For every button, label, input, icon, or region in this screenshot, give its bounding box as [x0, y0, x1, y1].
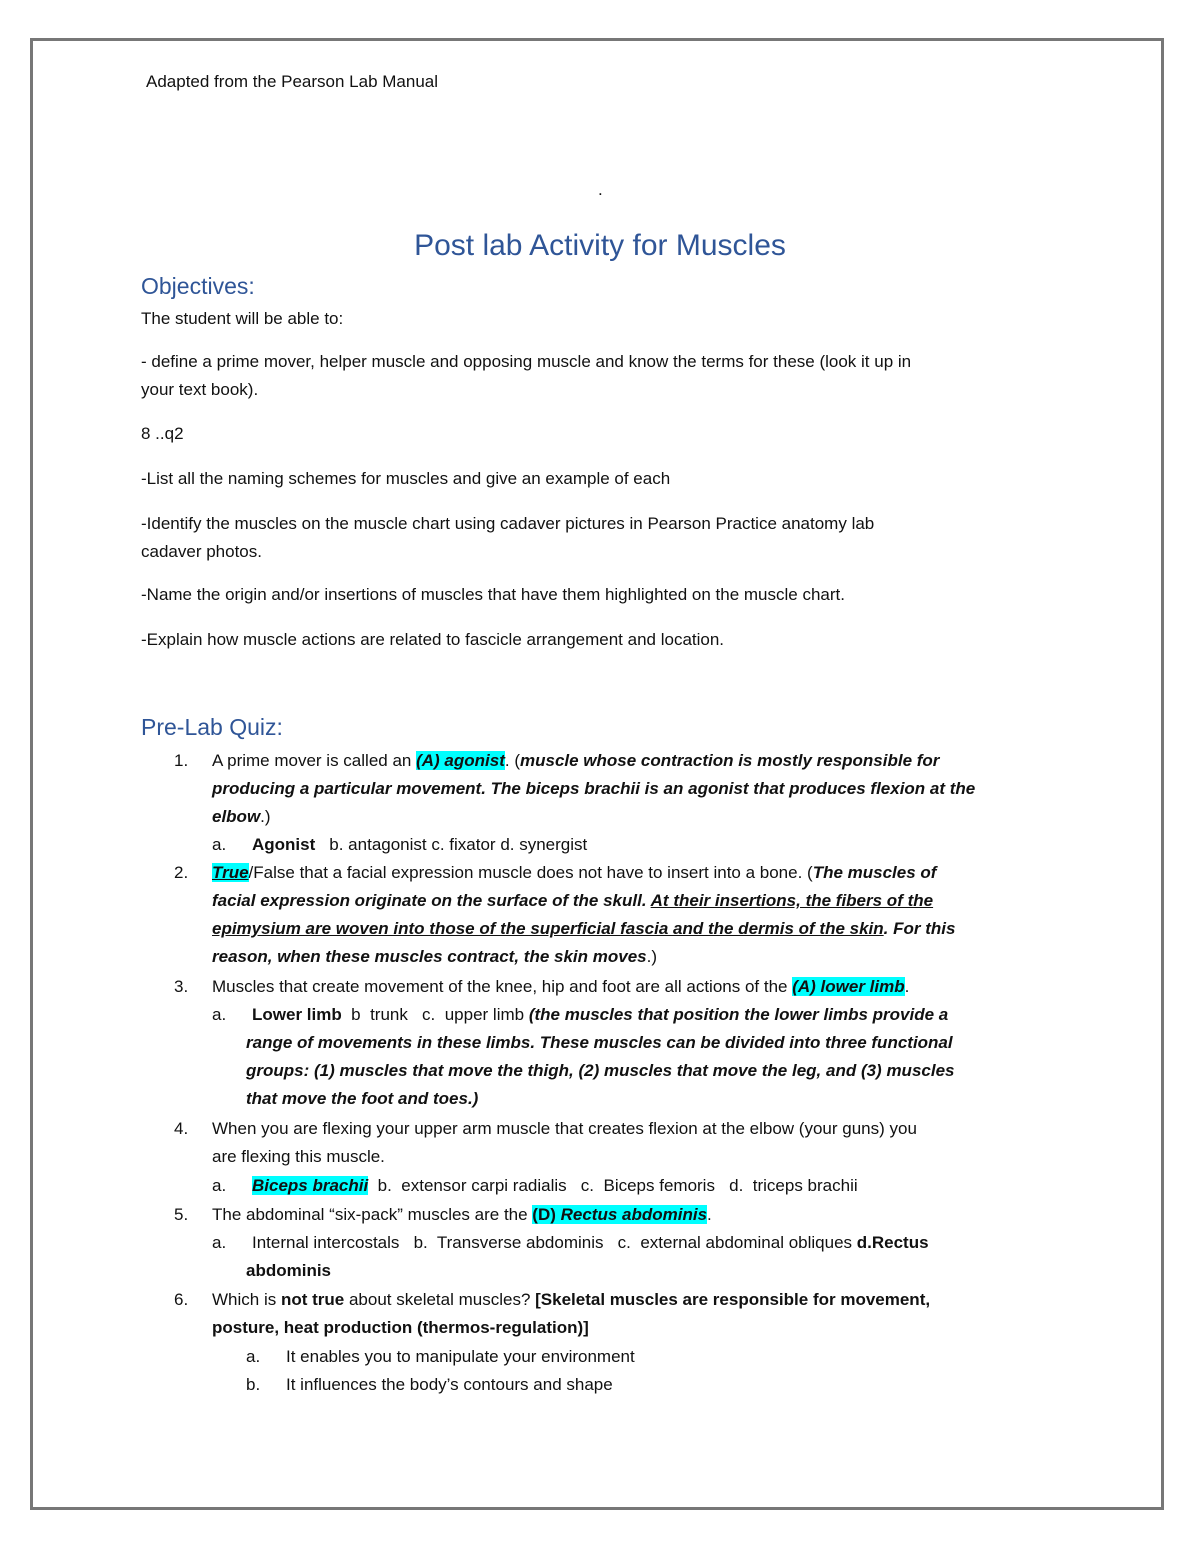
question-2-explanation-2: facial expression originate on the surface of the skull. At their insertions, the fibers of the [212, 891, 934, 910]
objective-4: -Name the origin and/or insertions of muscles that have them highlighted on the muscle chart. [141, 585, 845, 604]
objective-2: -List all the naming schemes for muscles and give an example of each [141, 469, 671, 488]
objective-5: -Explain how muscle actions are related to fascicle arrangement and location. [141, 630, 725, 649]
header-note: Adapted from the Pearson Lab Manual [146, 72, 439, 91]
question-2: 2. True/False that a facial expression muscle does not have to insert into a bone. (The muscles of [174, 863, 937, 882]
objective-3-line1: -Identify the muscles on the muscle chart using cadaver pictures in Pearson Practice anatomy lab [141, 514, 875, 533]
question-1-explanation-3: elbow.) [212, 807, 271, 826]
question-number: 1. [174, 751, 189, 770]
question-3-explanation-2: range of movements in these limbs. These muscles can be divided into three functional [246, 1033, 953, 1052]
objective-1-line2: your text book). [141, 380, 259, 399]
question-6-option-b: b. It influences the body’s contours and shape [246, 1375, 613, 1394]
question-3-explanation-4: that move the foot and toes.) [246, 1089, 479, 1108]
question-2-explanation-3: epimysium are woven into those of the superficial fascia and the dermis of the skin. For this [212, 919, 956, 938]
question-2-explanation-4: reason, when these muscles contract, the skin moves.) [212, 947, 657, 966]
question-3-options: a. Lower limb b trunk c. upper limb (the muscles that position the lower limbs provide a [212, 1005, 949, 1024]
question-4-options: a. Biceps brachii b. extensor carpi radialis c. Biceps femoris d. triceps brachii [212, 1176, 858, 1195]
centered-dot: . [598, 180, 603, 199]
answer-highlight: (A) agonist [416, 751, 505, 770]
question-1-options: a. Agonist b. antagonist c. fixator d. synergist [212, 835, 588, 854]
option-a-correct: Lower limb [252, 1005, 342, 1024]
question-6-line2: posture, heat production (thermos-regulation)] [212, 1318, 589, 1337]
objective-1-line1: - define a prime mover, helper muscle and opposing muscle and know the terms for these (look it up in [141, 352, 912, 371]
question-5: 5. The abdominal “six-pack” muscles are the (D) Rectus abdominis. [174, 1205, 712, 1224]
objectives-heading: Objectives: [141, 273, 255, 299]
objective-3-line2: cadaver photos. [141, 542, 262, 561]
answer-highlight: Rectus abdominis [560, 1205, 708, 1224]
question-3-explanation-3: groups: (1) muscles that move the thigh, (2) muscles that move the leg, and (3) muscles [246, 1061, 955, 1080]
question-5-options: a. Internal intercostals b. Transverse abdominis c. external abdominal obliques d.Rectus [212, 1233, 929, 1252]
option-a-correct: Agonist [252, 835, 316, 854]
question-1-explanation-2: producing a particular movement. The biceps brachii is an agonist that produces flexion at the [212, 779, 976, 798]
answer-highlight: True [212, 863, 249, 882]
question-6-option-a: a. It enables you to manipulate your environment [246, 1347, 635, 1366]
objective-note: 8 ..q2 [141, 424, 184, 443]
question-1: 1. A prime mover is called an (A) agonist. (muscle whose contraction is mostly responsible for [174, 747, 939, 775]
question-3: 3. Muscles that create movement of the knee, hip and foot are all actions of the (A) lower limb. [174, 977, 910, 996]
quiz-heading: Pre-Lab Quiz: [141, 714, 283, 740]
answer-highlight: Biceps brachii [252, 1176, 369, 1195]
question-6: 6. Which is not true about skeletal muscles? [Skeletal muscles are responsible for movement, [174, 1290, 931, 1309]
objectives-intro: The student will be able to: [141, 309, 344, 328]
answer-highlight: (A) lower limb [792, 977, 905, 996]
question-5-options-line2: abdominis [246, 1261, 332, 1280]
question-4-line2: are flexing this muscle. [212, 1147, 385, 1166]
question-4: 4. When you are flexing your upper arm muscle that creates flexion at the elbow (your guns) you [174, 1119, 917, 1138]
page-title: Post lab Activity for Muscles [414, 229, 786, 262]
